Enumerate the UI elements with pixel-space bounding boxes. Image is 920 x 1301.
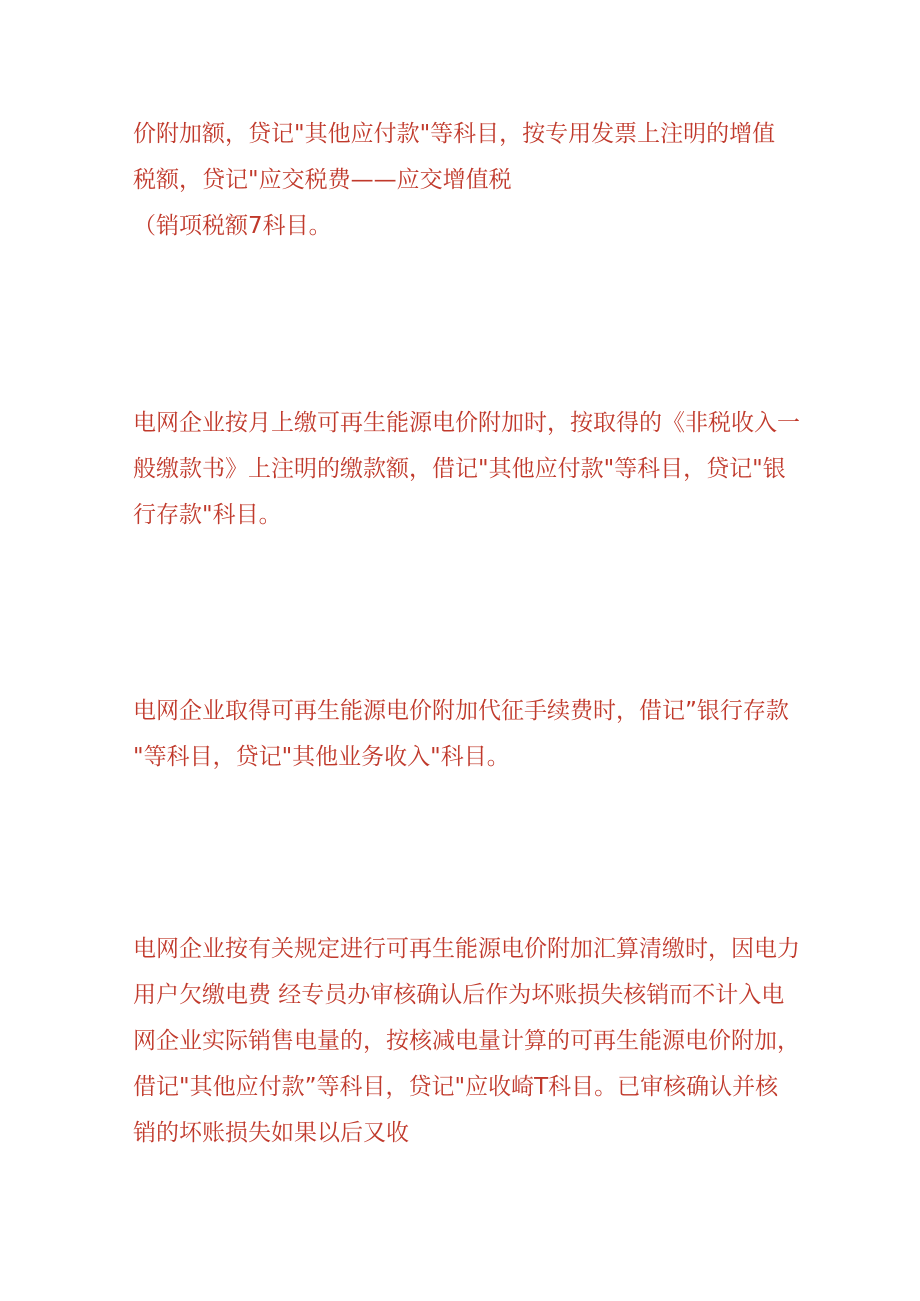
paragraph-line: 电网企业取得可再生能源电价附加代征手续费时，借记”银行存款	[133, 698, 789, 724]
paragraph-collection-fee	[133, 688, 813, 780]
paragraph-line: 网企业实际销售电量的，按核减电量计算的可再生能源电价附加，	[133, 1028, 800, 1054]
paragraph-line: 借记"其他应付款”等科目，贷记"应收崎T科目。已审核确认并核	[133, 1074, 779, 1100]
paragraph-line: 电网企业按有关规定进行可再生能源电价附加汇算清缴时，因电力	[133, 936, 800, 962]
paragraph-line: （销项税额7科目。	[133, 213, 332, 239]
paragraph-line: 税额，贷记"应交税费——应交增值税	[133, 167, 512, 193]
paragraph-line: 用户欠缴电费 经专员办审核确认后作为坏账损失核销而不计入电	[133, 982, 785, 1008]
paragraph-line: 销的坏账损失如果以后又收	[133, 1120, 409, 1146]
paragraph-line: 价附加额，贷记"其他应付款"等科目，按专用发票上注明的增值	[133, 121, 776, 147]
paragraph-settlement-bad-debt	[133, 926, 813, 1156]
paragraph-line: 电网企业按月上缴可再生能源电价附加时，按取得的《非税收入一	[133, 410, 800, 436]
paragraph-line: 般缴款书》上注明的缴款额，借记"其他应付款"等科目，贷记"银	[133, 456, 786, 482]
paragraph-monthly-remittance	[133, 400, 813, 538]
paragraph-line: 行存款"科目。	[133, 502, 282, 528]
paragraph-line: "等科目，贷记"其他业务收入"科目。	[133, 744, 510, 770]
paragraph-output-vat-entry	[133, 111, 813, 249]
